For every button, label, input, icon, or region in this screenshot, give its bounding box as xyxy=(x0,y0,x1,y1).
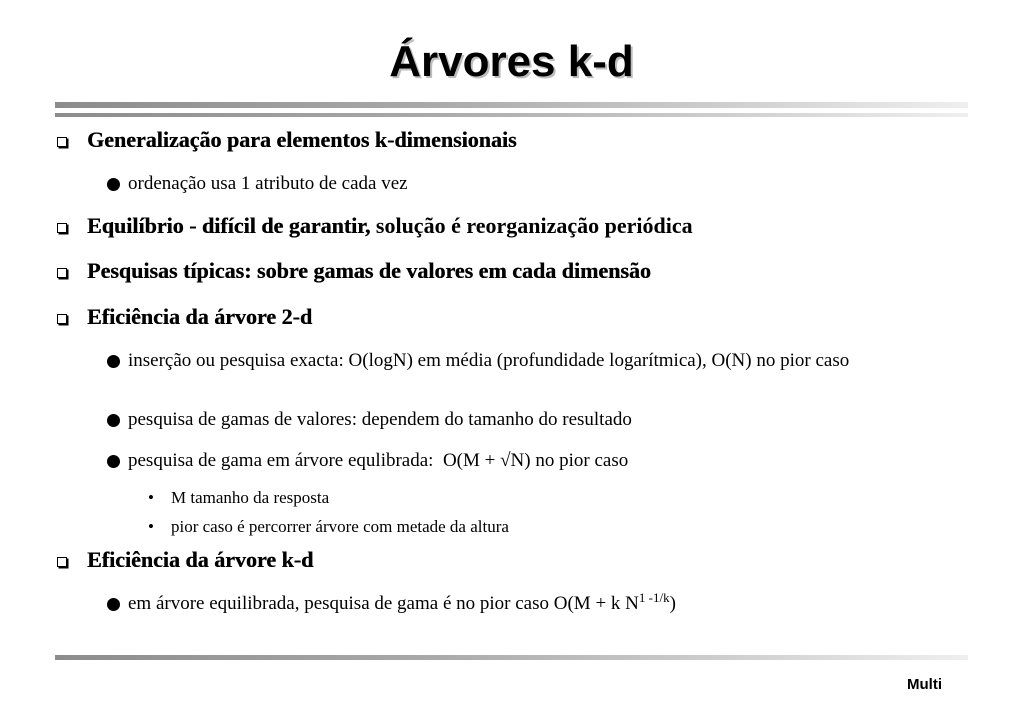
square-bullet-icon xyxy=(57,137,67,147)
bullet-text xyxy=(87,213,693,239)
slide-title: Árvores k-d xyxy=(389,37,634,86)
bullet-text: Pesquisas típicas: sobre gamas de valores em cada dimensão xyxy=(87,258,651,283)
sub-bullet-text: pesquisa de gama em árvore equlibrada: O(M + √N) no pior caso xyxy=(128,450,629,471)
formula-suffix: ) xyxy=(669,593,676,614)
sub-bullet-text: pesquisa de gamas de valores: dependem do tamanho do resultado xyxy=(128,409,632,430)
sub-bullet-text xyxy=(128,590,967,614)
filled-circle-bullet-icon xyxy=(107,598,120,611)
square-bullet-icon xyxy=(57,268,67,278)
formula-prefix: em árvore equilibrada, pesquisa de gama é no pior caso O(M + k N xyxy=(128,593,639,614)
sub-bullet-text: inserção ou pesquisa exacta: O(logN) em média (profundidade logarítmica), O(N) no pior caso xyxy=(128,350,850,371)
bullet-text: Eficiência da árvore 2-d xyxy=(87,304,313,329)
bullet-text: Eficiência da árvore k-d xyxy=(87,547,314,572)
sub-bullet-text: ordenação usa 1 atributo de cada vez xyxy=(128,173,408,194)
square-bullet-icon xyxy=(57,314,67,324)
small-dot-bullet-icon: • xyxy=(148,488,154,507)
square-bullet-icon xyxy=(57,557,67,567)
bullet-text-rest: solução é reorganização periódica xyxy=(370,213,693,238)
filled-circle-bullet-icon xyxy=(107,178,120,191)
title-divider-top xyxy=(55,102,968,108)
filled-circle-bullet-icon xyxy=(107,414,120,427)
formula-exponent: 1 -1/k xyxy=(638,590,670,605)
bullet-text-emphasis: Equilíbrio - difícil de garantir, xyxy=(87,213,371,238)
sub-sub-bullet-text: M tamanho da resposta xyxy=(171,488,330,507)
bullet-text: Generalização para elementos k-dimensionais xyxy=(87,127,517,152)
sub-sub-bullet-text: pior caso é percorrer árvore com metade da altura xyxy=(171,517,509,536)
title-divider-bottom xyxy=(55,113,968,117)
footer-divider xyxy=(55,655,968,660)
filled-circle-bullet-icon xyxy=(107,355,120,368)
square-bullet-icon xyxy=(57,223,67,233)
small-dot-bullet-icon: • xyxy=(148,517,154,536)
filled-circle-bullet-icon xyxy=(107,455,120,468)
footer-label: Multi xyxy=(907,676,942,693)
